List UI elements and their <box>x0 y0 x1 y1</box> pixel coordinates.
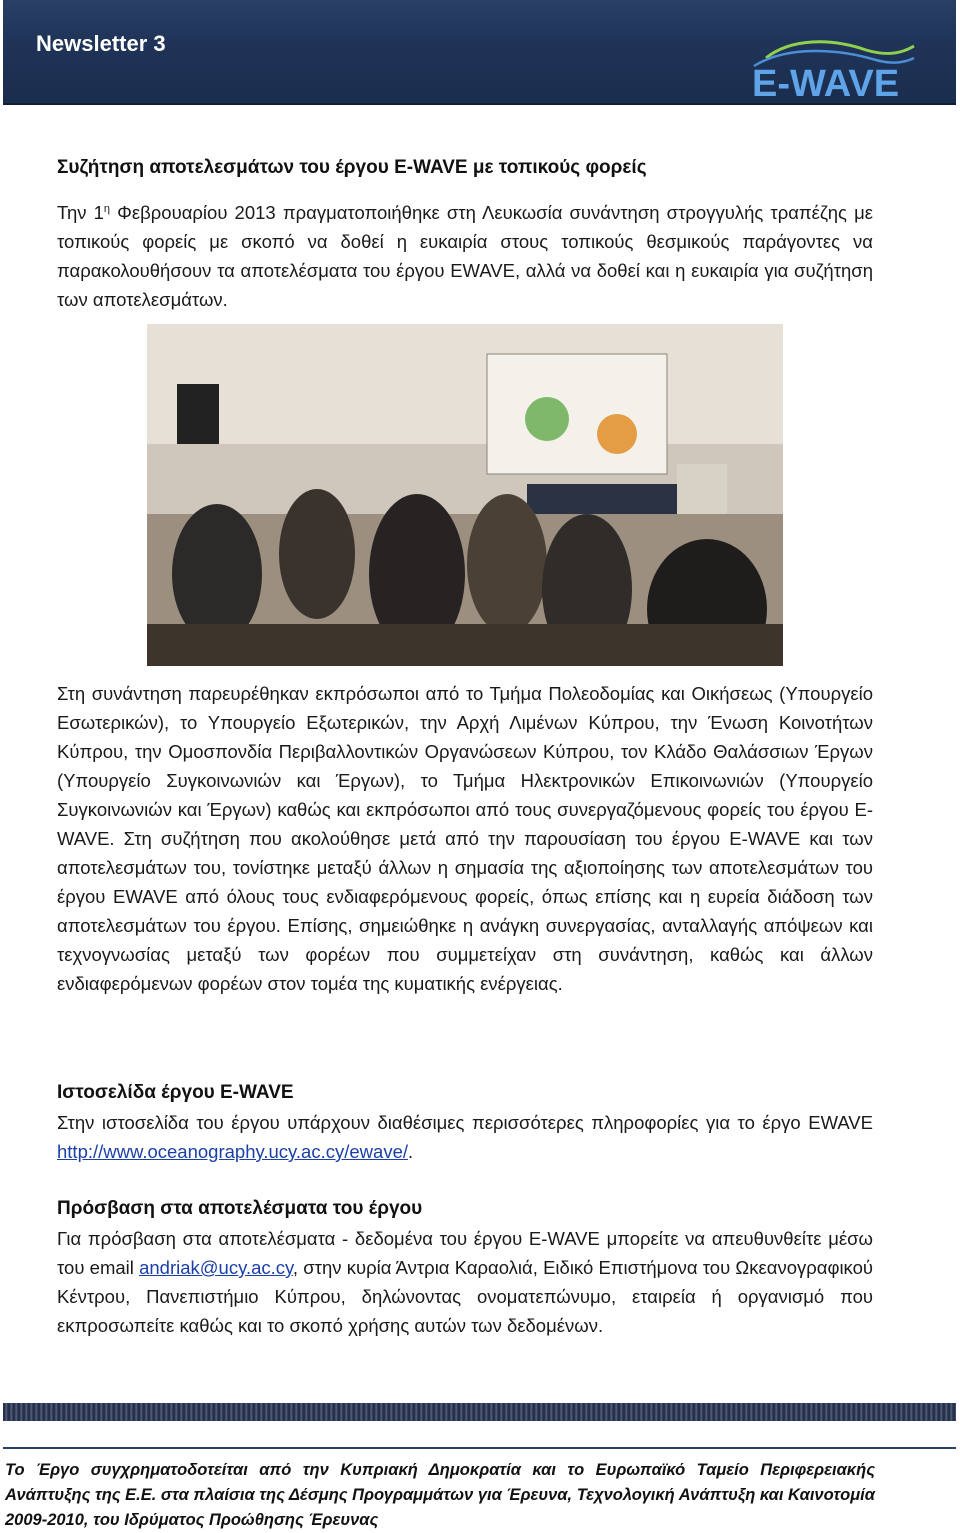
website-link[interactable]: http://www.oceanography.ucy.ac.cy/ewave/ <box>57 1141 408 1162</box>
website-text-post: . <box>408 1141 414 1162</box>
meeting-intro <box>57 198 873 314</box>
access-text <box>57 1224 873 1340</box>
intro-superscript: η <box>103 202 111 215</box>
meeting-body-block <box>57 679 873 998</box>
intro-date: Την 1 <box>57 202 104 223</box>
logo-wave-green <box>766 42 914 58</box>
meeting-body: Στη συνάντηση παρευρέθηκαν εκπρόσωποι από το Τμήμα Πολεοδομίας και Οικήσεως (Υπουργείο Εσωτερικών), το Υπουργείο Εξωτερικών, την Αρχή Λιμένων Κύπρου, την Ένωση Κοινοτήτων Κύπρου, την Ομοσπονδία Περιβαλλοντικών Οργανώσεων Κύπρου, τον Κλάδο Θαλάσσιων Έργων (Υπουργείο Συγκοινωνιών και Έργων), το Τμήμα Ηλεκτρονικών Επικοινωνιών (Υπουργείο Συγκοινωνιών και Έργων) καθώς και εκπρόσωποι από τους συνεργαζόμενους φορείς του έργου E-WAVE. Στη συζήτηση που ακολούθησε μετά από την παρουσίαση του έργου E-WAVE και των αποτελεσμάτων του, τονίστηκε μεταξύ άλλων η σημασία της αξιοποίησης των αποτελεσμάτων του έργου EWAVE από όλους τους ενδιαφερόμενους φορείς, όπως επίσης και η ευρεία διάδοση των αποτελεσμάτων του έργου. Επίσης, σημειώθηκε η ανάγκη συνεργασίας, ανταλλαγής απόψεων και τεχνογνωσίας μεταξύ των φορέων που συμμετείχαν στη συνάντηση, καθώς και άλλων ενδιαφερόμενων φορέων στον τομέα της κυματικής ενέργειας. <box>57 683 873 994</box>
access-text-post: , στην κυρία Άντρια Καραολιά, Ειδικό Επιστήμονα του Ωκεανογραφικού Κέντρου, Πανεπιστήμιο Κύπρου, δηλώνοντας ονοματεπώνυμο, εταιρεία ή οργανισμό που εκπροσωπείτε καθώς και το σκοπό χρήσης αυτών των δεδομένων. <box>57 1257 873 1336</box>
website-text <box>57 1108 873 1166</box>
meeting-intro-block <box>57 198 873 314</box>
access-text-pre: Για πρόσβαση στα αποτελέσματα - δεδομένα του έργου E-WAVE μπορείτε να απευθυνθείτε μέσω του email <box>57 1228 873 1278</box>
email-link[interactable]: andriak@ucy.ac.cy <box>139 1257 293 1278</box>
meeting-photo <box>147 324 783 666</box>
ewave-logo <box>746 36 916 102</box>
website-text-pre: Στην ιστοσελίδα του έργου υπάρχουν διαθέσιμες περισσότερες πληροφορίες για το έργο EWAVE <box>57 1112 873 1133</box>
logo-wordmark: E-WAVE <box>752 63 900 102</box>
newsletter-header <box>3 0 956 105</box>
meeting-title: Συζήτηση αποτελεσμάτων του έργου E-WAVE με τοπικούς φορείς <box>57 157 647 178</box>
newsletter-title: Newsletter 3 <box>36 31 166 56</box>
section-access <box>57 1198 873 1340</box>
website-title: Ιστοσελίδα έργου E-WAVE <box>57 1082 294 1103</box>
footer-band <box>3 1403 956 1421</box>
access-title: Πρόσβαση στα αποτελέσματα του έργου <box>57 1198 423 1219</box>
section-meeting <box>57 157 873 179</box>
intro-text: Φεβρουαρίου 2013 πραγματοποιήθηκε στη Λευκωσία συνάντηση στρογγυλής τραπέζης με τοπικούς φορείς με σκοπό να δοθεί η ευκαιρία στους τοπικούς θεσμικούς παράγοντες να παρακολουθήσουν τα αποτελέσματα του έργου EWAVE, αλλά να δοθεί και η ευκαιρία για συζήτηση των αποτελεσμάτων. <box>57 202 873 310</box>
footer-divider <box>3 1447 956 1449</box>
footer-funding-note: Το Έργο συγχρηματοδοτείται από την Κυπριακή Δημοκρατία και το Ευρωπαϊκό Ταμείο Περιφερειακής Ανάπτυξης της Ε.Ε. στα πλαίσια της Δέσμης Προγραμμάτων για Έρευνα, Τεχνολογική Ανάπτυξη και Καινοτομία 2009-2010, του Ιδρύματος Προώθησης Έρευνας <box>5 1461 875 1529</box>
section-website <box>57 1082 873 1166</box>
